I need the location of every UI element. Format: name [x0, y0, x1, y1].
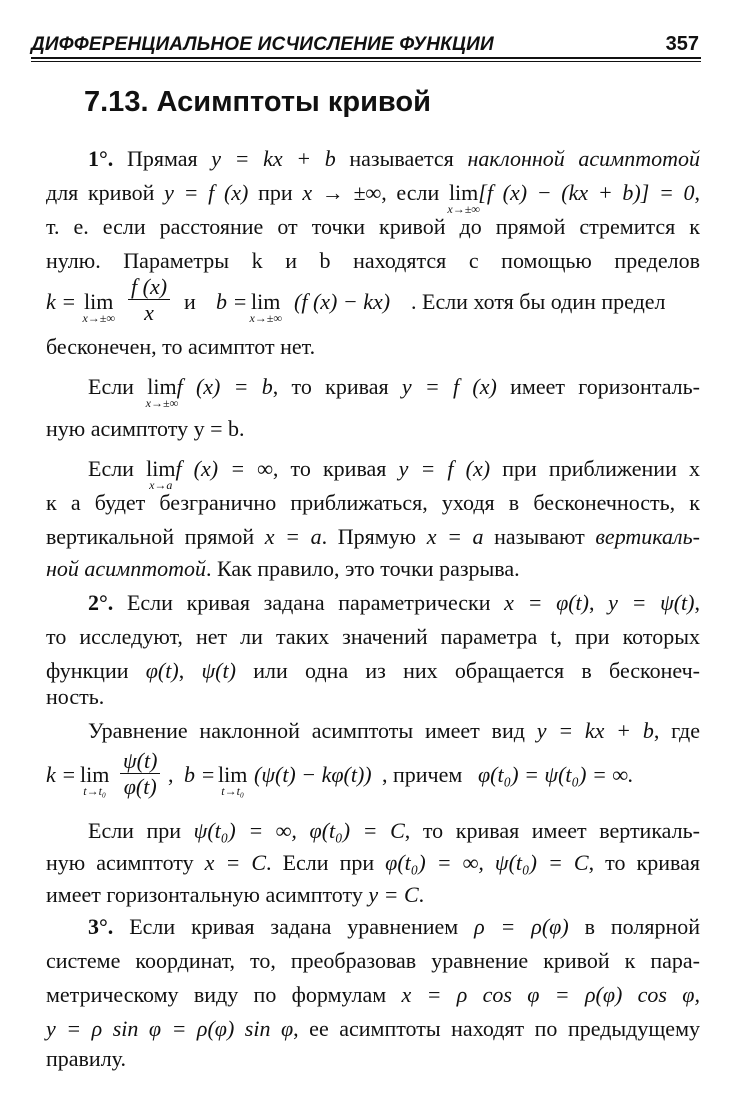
formula-line: k = lim x→±∞ $\frac{f (x)}{x}$ и b = lim x→±∞ (f (x) − kx) . Если хотя бы один предел	[46, 274, 666, 325]
text-line: имеет горизонтальную асимптоту y = C.	[46, 882, 425, 907]
header-rule	[31, 57, 701, 59]
section-title: 7.13. Асимптоты кривой	[84, 86, 431, 118]
text-line: функции φ(t), ψ(t) или одна из них обращается в бесконеч-	[46, 658, 700, 683]
text-line: для кривой y = f (x) при x → ±∞, если lim x→±∞ [f (x) − (kx + b)] = 0,	[46, 180, 700, 216]
text-line: то исследуют, нет ли таких значений параметра t, при которых	[46, 624, 700, 649]
text-line: т. е. если расстояние от точки кривой до прямой стремится к	[46, 214, 700, 239]
text-line: ность.	[46, 684, 105, 709]
running-title: ДИФФЕРЕНЦИАЛЬНОЕ ИСЧИСЛЕНИЕ ФУНКЦИИ	[31, 34, 494, 55]
text-line: ной асимптотой. Как правило, это точки разрыва.	[46, 556, 520, 581]
running-header	[31, 30, 701, 60]
text-line: Если lim x→±∞ f (x) = b, то кривая y = f (x) имеет горизонталь-	[88, 374, 700, 410]
text-line: метрическому виду по формулам x = ρ cos φ = ρ(φ) cos φ,	[46, 982, 700, 1007]
text-line: y = ρ sin φ = ρ(φ) sin φ, ее асимптоты находят по предыдущему	[46, 1016, 700, 1041]
text-line: 1°. Прямая y = kx + b называется наклонной асимптотой	[88, 146, 700, 171]
text-line: ную асимптоту x = C. Если при φ(t₀) = ∞, ψ(t₀) = C, то кривая	[46, 850, 700, 875]
text-line: Если при ψ(t₀) = ∞, φ(t₀) = C, то кривая имеет вертикаль-	[88, 818, 700, 843]
text-line: нулю. Параметры k и b находятся с помощью пределов	[46, 248, 700, 273]
page-number: 357	[665, 33, 699, 55]
text-line: системе координат, то, преобразовав уравнение кривой к пара-	[46, 948, 700, 973]
formula-line: k = lim t→t₀ $\frac{\psi(t)}{\varphi(t)}$ , b = lim t→t₀ (ψ(t) − kφ(t)) , причем φ(t₀) = ψ(t₀) = ∞.	[46, 748, 634, 799]
text-line: к a будет безгранично приближаться, уходя в бесконечность, к	[46, 490, 700, 515]
text-line: правилу.	[46, 1046, 126, 1071]
text-line: Если lim x→a f (x) = ∞, то кривая y = f (x) при приближении x	[88, 456, 700, 492]
text-line: ную асимптоту y = b.	[46, 416, 245, 441]
header-rule-thin	[31, 61, 701, 62]
text-line: вертикальной прямой x = a. Прямую x = a называют вертикаль-	[46, 524, 700, 549]
text-line: Уравнение наклонной асимптоты имеет вид y = kx + b, где	[88, 718, 700, 743]
text-line: 2°. Если кривая задана параметрически x = φ(t), y = ψ(t),	[88, 590, 700, 615]
text-line: 3°. Если кривая задана уравнением ρ = ρ(φ) в полярной	[88, 914, 701, 939]
text-line: бесконечен, то асимптот нет.	[46, 334, 316, 359]
